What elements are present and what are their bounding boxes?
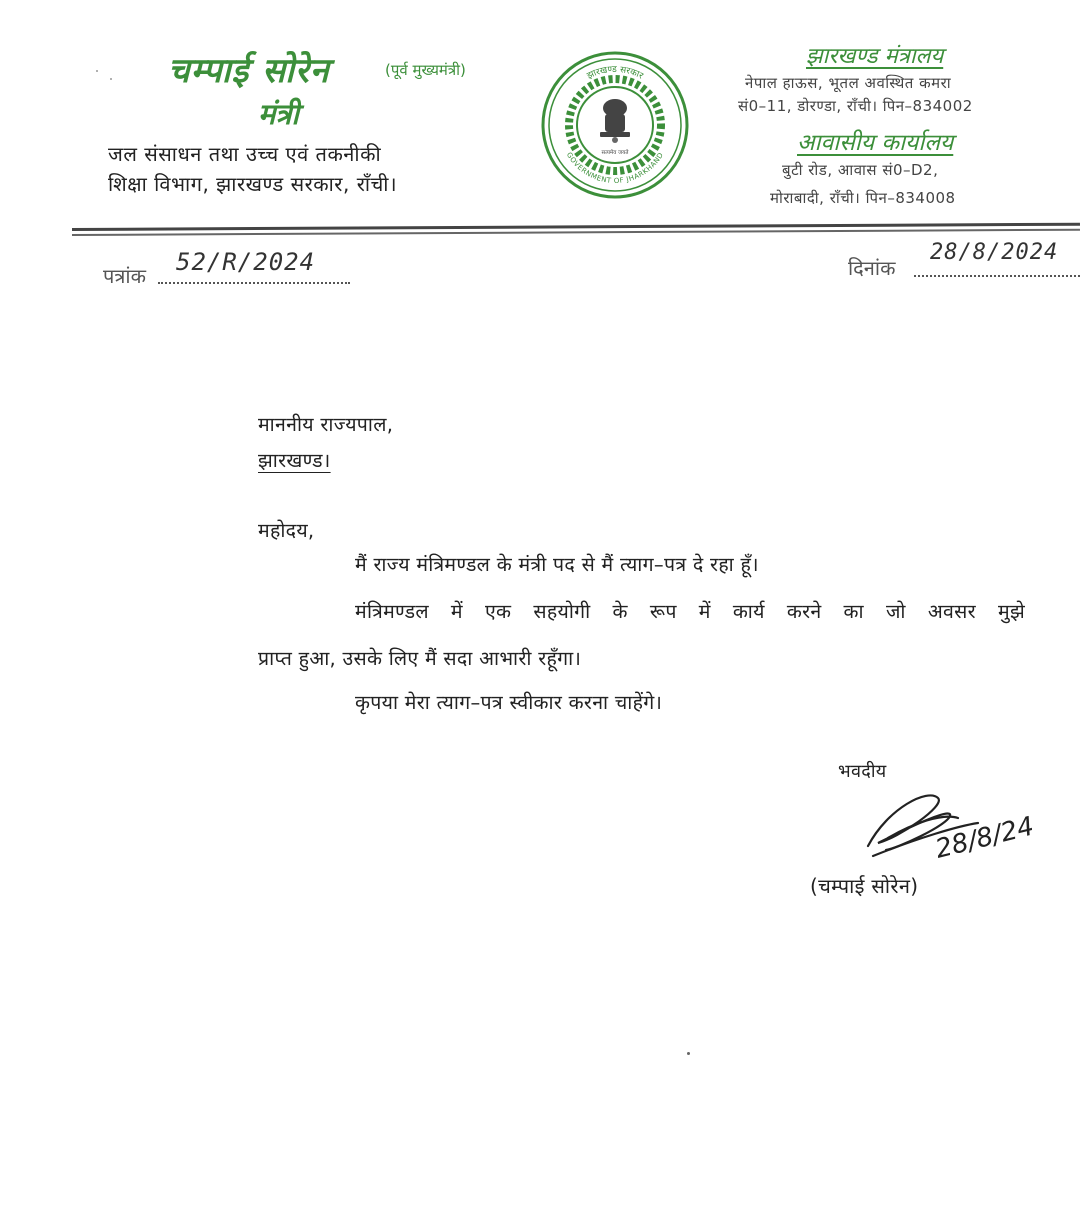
paragraph-2-line1: मंत्रिमण्डल में एक सहयोगी के रूप में कार्य करने का जो अवसर मुझे [355,600,1025,623]
reference-dotted-line [158,282,350,284]
ministry-office-title: झारखण्ड मंत्रालय [806,44,944,69]
date-value: 28/8/2024 [930,240,1059,265]
jharkhand-emblem-icon [540,50,690,200]
salutation: महोदय, [258,519,315,542]
residence-address-line1: बुटी रोड, आवास सं0–D2, [782,161,939,179]
date-dotted-line [914,275,1080,277]
scan-speck [687,1052,690,1055]
letterhead-department-line2: शिक्षा विभाग, झारखण्ड सरकार, राँची। [108,172,398,196]
paragraph-2-line2: प्राप्त हुआ, उसके लिए मैं सदा आभारी रहूँगा। [258,647,582,670]
letterhead-name: चम्पाई सोरेन [168,51,330,91]
signature-date: 28/8/24 [932,811,1037,865]
paragraph-1: मैं राज्य मंत्रिमण्डल के मंत्री पद से मैं त्याग–पत्र दे रहा हूँ। [355,553,759,576]
scan-speck [110,78,112,80]
letterhead-post: मंत्री [258,97,299,131]
signature-graphic [858,768,1068,878]
letterhead-department-line1: जल संसाधन तथा उच्च एवं तकनीकी [108,142,382,166]
letterhead-former-title: (पूर्व मुख्यमंत्री) [385,61,466,79]
residence-office-title: आवासीय कार्यालय [797,130,954,156]
date-label: दिनांक [848,256,896,280]
emblem-seal-graphic [540,50,690,200]
emblem-motto: सत्यमेव जयते [601,150,629,156]
emblem-text-bottom: GOVERNMENT OF JHARKHAND [564,151,666,186]
paragraph-3: कृपया मेरा त्याग–पत्र स्वीकार करना चाहेंगे। [355,691,663,714]
signatory-name: (चम्पाई सोरेन) [810,874,919,898]
handwritten-signature [858,768,1068,878]
emblem-text-top: झारखण्ड सरकार [585,64,645,82]
addressee-line2: झारखण्ड। [258,449,331,472]
scan-speck [96,70,98,72]
closing: भवदीय [838,761,887,782]
addressee-line1: माननीय राज्यपाल, [258,413,394,436]
ministry-address-line2: सं0–11, डोरण्डा, राँची। पिन–834002 [738,97,973,115]
reference-label: पत्रांक [103,264,146,288]
reference-number: 52/R/2024 [176,248,316,276]
svg-text:झारखण्ड सरकार [586,65,645,82]
residence-address-line2: मोराबादी, राँची। पिन–834008 [770,189,956,207]
ministry-address-line1: नेपाल हाऊस, भूतल अवस्थित कमरा [745,74,952,92]
